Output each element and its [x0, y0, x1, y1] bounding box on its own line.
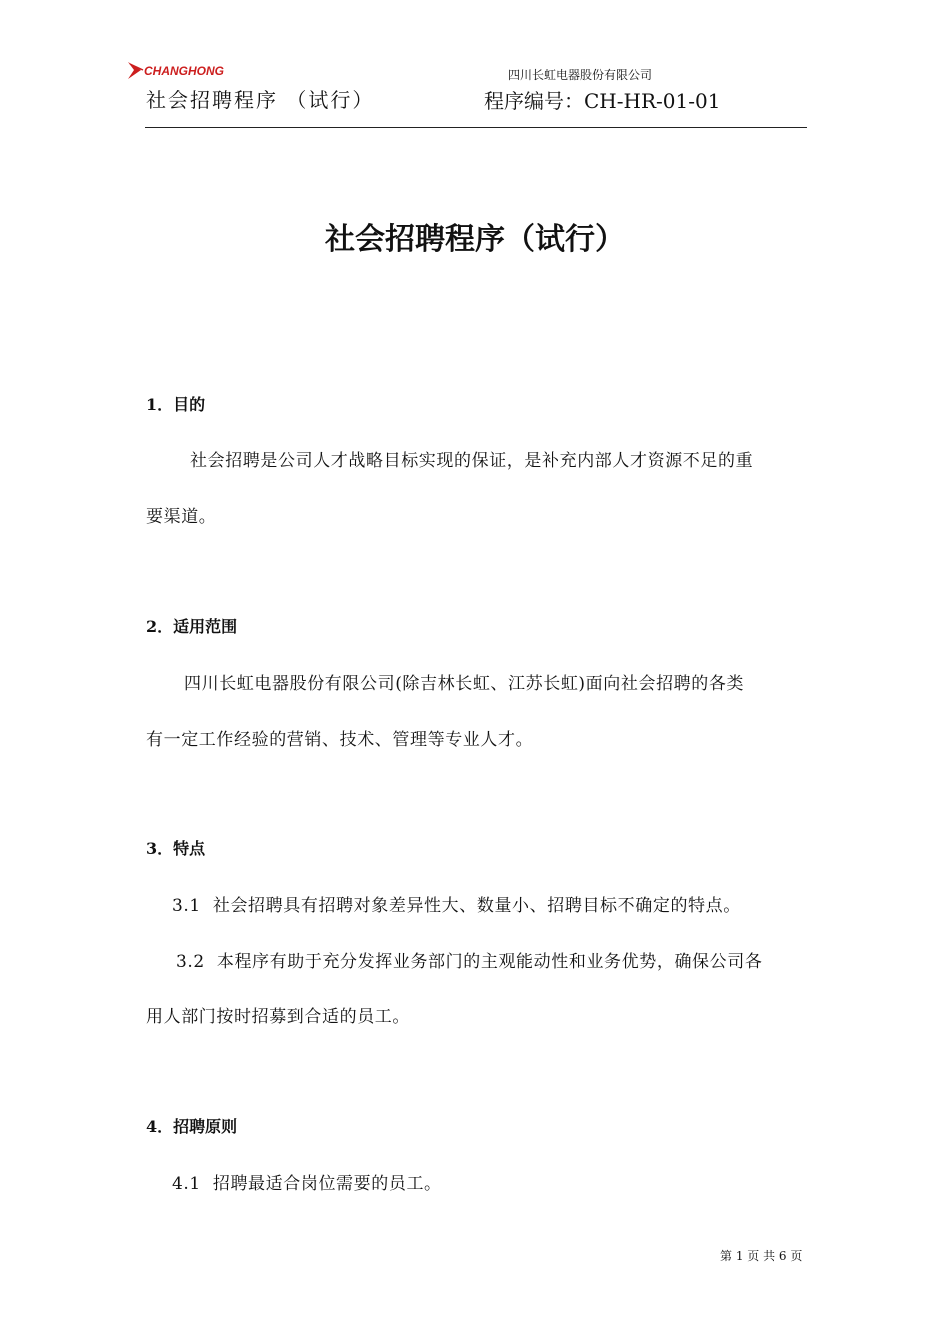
- section-heading: 4．招聘原则: [146, 1117, 238, 1136]
- changhong-logo: [126, 60, 246, 82]
- paragraph-line: 四川长虹电器股份有限公司(除吉林长虹、江苏长虹)面向社会招聘的各类: [184, 674, 745, 694]
- logo-text: CHANGHONG: [144, 64, 224, 78]
- doc-title-short: 社会招聘程序 （试行）: [146, 88, 375, 112]
- paragraph-line: 3.2 本程序有助于充分发挥业务部门的主观能动性和业务优势，确保公司各: [176, 952, 763, 972]
- paragraph-line: 用人部门按时招募到合适的员工。: [146, 1007, 410, 1027]
- paragraph-line: 要渠道。: [146, 507, 217, 527]
- paragraph-line: 社会招聘是公司人才战略目标实现的保证，是补充内部人才资源不足的重: [190, 451, 754, 471]
- paragraph-line: 3.1 社会招聘具有招聘对象差异性大、数量小、招聘目标不确定的特点。: [172, 896, 741, 916]
- section-heading: 2．适用范围: [146, 617, 238, 636]
- page-title: 社会招聘程序（试行）: [325, 222, 625, 257]
- page-footer: 第 1 页 共 6 页: [720, 1249, 803, 1263]
- section-heading: 3．特点: [146, 839, 206, 858]
- section-heading: 1．目的: [146, 395, 206, 414]
- paragraph-line: 4.1 招聘最适合岗位需要的员工。: [172, 1174, 442, 1194]
- paragraph-line: 有一定工作经验的营销、技术、管理等专业人才。: [146, 730, 534, 750]
- header-divider: [145, 127, 807, 128]
- doc-code: 程序编号：CH-HR-01-01: [484, 89, 721, 113]
- company-name: 四川长虹电器股份有限公司: [508, 68, 653, 82]
